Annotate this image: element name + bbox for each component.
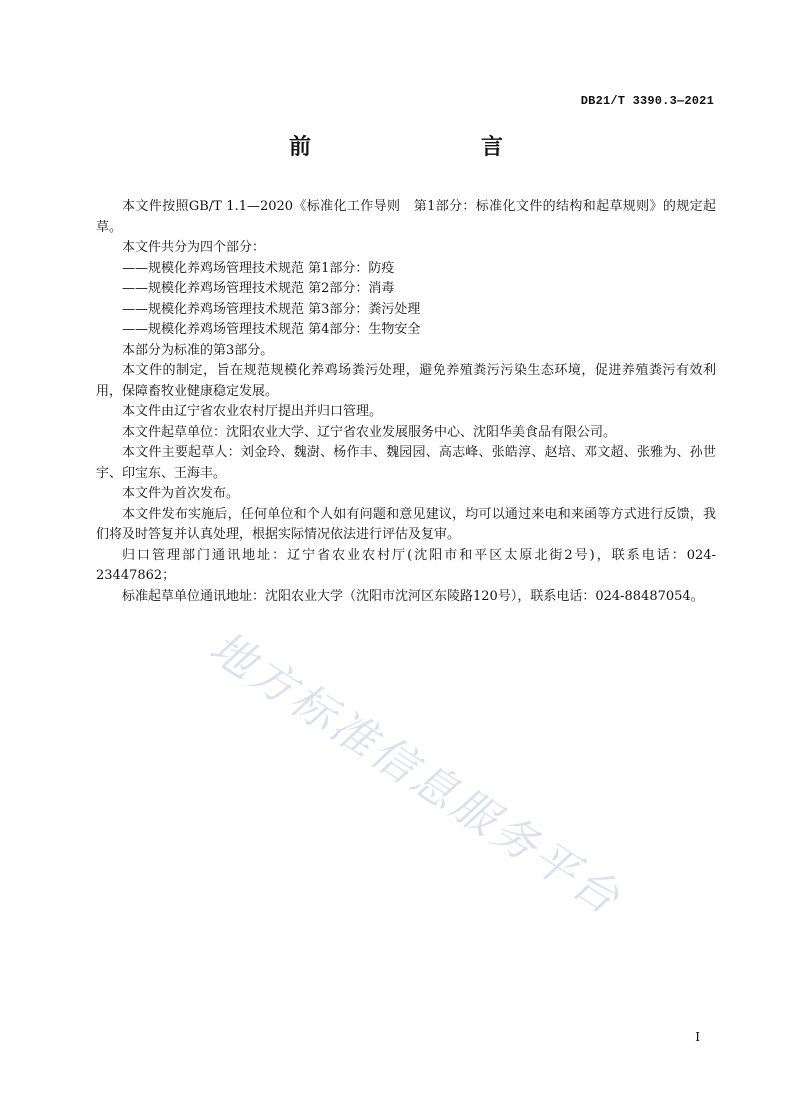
paragraph-drafting-basis: 本文件按照GB/T 1.1—2020《标准化工作导则 第1部分：标准化文件的结构和起草规则》的规定起草。: [96, 199, 716, 235]
paragraph-parts-intro: 本文件共分为四个部分：: [122, 240, 266, 255]
paragraph-this-part: 本部分为标准的第3部分。: [122, 342, 274, 358]
document-code: DB21/T 3390.3—2021: [580, 94, 714, 108]
list-item-part-3: ——规模化养鸡场管理技术规范 第3部分：粪污处理: [122, 301, 421, 317]
paragraph-first-release: 本文件为首次发布。: [122, 486, 240, 501]
page-number: I: [695, 1030, 700, 1044]
paragraph-authority-address: 归口管理部门通讯地址：辽宁省农业农村厅(沈阳市和平区太原北街2号)，联系电话：024-23447862；: [96, 547, 716, 583]
list-item-part-2: ——规模化养鸡场管理技术规范 第2部分：消毒: [122, 281, 395, 296]
paragraph-drafting-units: 本文件起草单位：沈阳农业大学、辽宁省农业发展服务中心、沈阳华美食品有限公司。: [122, 424, 617, 440]
page-title: 前 言: [288, 135, 545, 160]
foreword-body: [96, 197, 716, 607]
watermark: 地方标准信息服务平台: [200, 621, 631, 926]
paragraph-drafter-address: 标准起草单位通讯地址：沈阳农业大学（沈阳市沈河区东陵路120号），联系电话：024-88487054。: [122, 588, 704, 604]
paragraph-drafters: 本文件主要起草人：刘金玲、魏澍、杨作丰、魏园园、高志峰、张皓淳、赵培、邓文超、张雅为、孙世宇、印宝东、王海丰。: [96, 445, 716, 481]
list-item-part-4: ——规模化养鸡场管理技术规范 第4部分：生物安全: [122, 322, 421, 337]
paragraph-purpose: 本文件的制定，旨在规范规模化养鸡场粪污处理，避免养殖粪污污染生态环境，促进养殖粪污有效利用，保障畜牧业健康稳定发展。: [96, 363, 716, 399]
paragraph-proposer: 本文件由辽宁省农业农村厅提出并归口管理。: [122, 404, 383, 419]
list-item-part-1: ——规模化养鸡场管理技术规范 第1部分：防疫: [122, 260, 395, 276]
paragraph-feedback: 本文件发布实施后，任何单位和个人如有问题和意见建议，均可以通过来电和来函等方式进行反馈，我们将及时答复并认真处理，根据实际情况依法进行评估及复审。: [96, 506, 716, 542]
